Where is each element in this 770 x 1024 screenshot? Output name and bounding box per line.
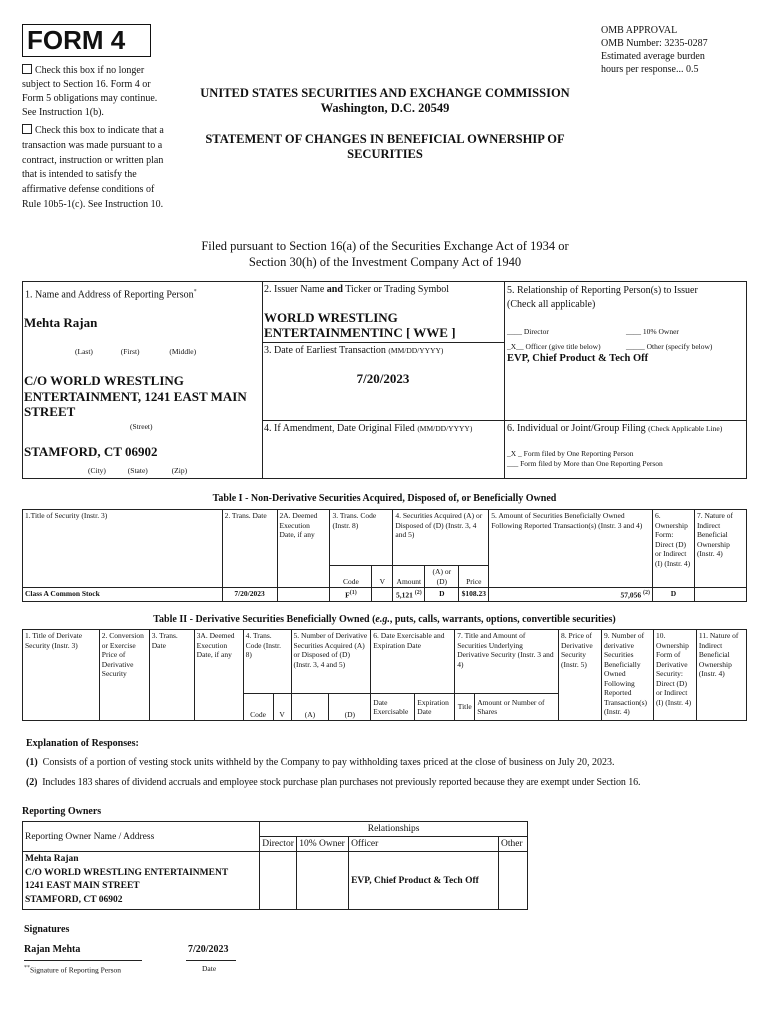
reporting-person-name: Mehta Rajan [24, 315, 98, 330]
cell-nature [694, 588, 746, 602]
form-title: FORM 4 [22, 24, 151, 57]
signature-date: 7/20/2023 [188, 944, 229, 955]
footnote-text: Includes 183 shares of dividend accruals and employee stock purchase plan purchases not previously reported because they are exempt under Section 16. [42, 777, 641, 788]
officer-option[interactable]: _X__ Officer (give title below) [507, 342, 601, 351]
date-label: Date [202, 964, 217, 973]
box2-label: 2. Issuer Name and Ticker or Trading Symbol [264, 284, 450, 295]
footnote-2 [26, 777, 756, 788]
sub-code: Code [330, 566, 372, 588]
city-value: STAMFORD, CT 06902 [24, 444, 158, 459]
box5-label: 5. Relationship of Reporting Person(s) to Issuer (Check all applicable) [507, 285, 698, 310]
table2-title: Table II - Derivative Securities Beneficially Owned (e.g., puts, calls, warrants, options, convertible securities) [153, 614, 616, 625]
signature-label: **Signature of Reporting Person [24, 965, 122, 975]
checkbox[interactable] [22, 64, 32, 74]
cell-officer: EVP, Chief Product & Tech Off [349, 852, 499, 910]
cell-code: F$^{(1)}$ [330, 588, 372, 602]
footnote-link[interactable]: (2) [642, 590, 650, 596]
date-line [186, 960, 236, 961]
col-number-derivative: 5. Number of Derivative Securities Acquired (A) or Disposed of (D) (Instr. 3, 4 and 5) [291, 630, 371, 694]
statement-line: STATEMENT OF CHANGES IN BENEFICIAL OWNERSHIP OF [205, 132, 565, 146]
signature-line [24, 960, 142, 961]
box3-label: 3. Date of Earliest Transaction (MM/DD/YYYY) [264, 345, 444, 356]
check-10b5-text: Check this box to indicate that a transaction was made pursuant to a contract, instruction or written plan that is intended to satisfy the affirmative defense conditions of Rule 10b5-1(c). See Instruction 10. [22, 125, 164, 210]
cell-amount: 5,121 $^{(2)}$ [393, 588, 425, 602]
city-state-zip-labels [88, 466, 258, 476]
col-ownership-form: 10. Ownership Form of Derivative Security: Direct (D) or Indirect (I) (Instr. 4) [653, 630, 696, 721]
cell-v [372, 588, 393, 602]
state-label: (State) [127, 466, 148, 475]
cell-a-or-d: D [425, 588, 459, 602]
omb-line: OMB Number: 3235-0287 [601, 38, 708, 49]
col-relationships: Relationships [260, 822, 528, 837]
col-director: Director [260, 837, 297, 852]
cell-form: D [652, 588, 694, 602]
issuer-line: WORLD WRESTLING [264, 310, 398, 325]
reporting-owners-table [22, 821, 528, 910]
omb-approval [601, 24, 761, 76]
street-value: C/O WORLD WRESTLING ENTERTAINMENT, 1241 EAST MAIN STREET [24, 373, 247, 419]
issuer-line: ENTERTAINMENTINC [ WWE ] [264, 325, 456, 340]
zip-label: (Zip) [171, 466, 188, 475]
statement-title [180, 132, 590, 162]
sub-d: (D) [329, 694, 371, 721]
cell-title: Class A Common Stock [23, 588, 223, 602]
col-trans-code: 3. Trans. Code (Instr. 8) [330, 510, 393, 566]
col-deemed-date: 3A. Deemed Execution Date, if any [194, 630, 243, 721]
table-row [23, 588, 747, 602]
statement-line: SECURITIES [347, 147, 423, 161]
col-deriv-title: 1. Title of Derivate Security (Instr. 3) [23, 630, 100, 721]
footnote-number: (1) [26, 757, 38, 768]
footnote-number: (2) [26, 777, 38, 788]
sub-code: Code [243, 694, 273, 721]
multiple-persons-option[interactable]: ___ Form filed by More than One Reporting Person [507, 459, 663, 468]
first-label: (First) [120, 347, 140, 356]
cell-ten-pct [297, 852, 349, 910]
check-box-10b5[interactable] [22, 124, 172, 213]
omb-line: hours per response... 0.5 [601, 64, 699, 75]
footnote-mark: ** [24, 965, 30, 971]
street-label: (Street) [130, 422, 153, 431]
sub-a: (A) [291, 694, 329, 721]
agency-name [180, 86, 590, 116]
footnote-mark: * [193, 289, 197, 295]
check-section16-text: Check this box if no longer subject to Section 16. Form 4 or Form 5 obligations may continue. See Instruction 1(b). [22, 65, 158, 118]
reporting-owners-heading: Reporting Owners [22, 806, 102, 817]
box4-label: 4. If Amendment, Date Original Filed (MM/DD/YYYY) [264, 423, 473, 434]
one-person-option[interactable]: _X _ Form filed by One Reporting Person [507, 449, 634, 458]
col-conversion-price: 2. Conversion or Exercise Price of Derivative Security [99, 630, 149, 721]
sub-expiration-date: Expiration Date [415, 694, 455, 721]
col-officer: Officer [349, 837, 499, 852]
col-underlying: 7. Title and Amount of Securities Underlying Derivative Security (Instr. 3 and 4) [455, 630, 559, 694]
col-title-security: 1.Title of Security (Instr. 3) [23, 510, 223, 588]
footnote-link[interactable]: (2) [414, 590, 422, 596]
table1-title: Table I - Non-Derivative Securities Acquired, Disposed of, or Beneficially Owned [212, 493, 557, 504]
cell-price: $108.23 [459, 588, 489, 602]
name-part-labels [75, 347, 255, 357]
col-date-exercisable: 6. Date Exercisable and Expiration Date [371, 630, 455, 694]
table-row [23, 852, 528, 910]
sub-date-exercisable: Date Exercisable [371, 694, 415, 721]
officer-title: EVP, Chief Product & Tech Off [507, 353, 649, 364]
col-ten-pct: 10% Owner [297, 837, 349, 852]
col-nature-ownership: 7. Nature of Indirect Beneficial Ownership (Instr. 4) [694, 510, 746, 588]
filed-line: Filed pursuant to Section 16(a) of the Securities Exchange Act of 1934 or [201, 239, 569, 253]
sub-v: V [273, 694, 291, 721]
col-deemed-date: 2A. Deemed Execution Date, if any [277, 510, 330, 588]
col-trans-code: 4. Trans. Code (Instr. 8) [243, 630, 291, 694]
cell-date: 7/20/2023 [222, 588, 277, 602]
sub-amount: Amount [393, 566, 425, 588]
cell-deemed [277, 588, 330, 602]
sub-amount-shares: Amount or Number of Shares [475, 694, 559, 721]
omb-line: Estimated average burden [601, 51, 705, 62]
col-number-owned: 9. Number of derivative Securities Beneficially Owned Following Reported Transaction(s) (Instr. 4) [601, 630, 653, 721]
filed-line: Section 30(h) of the Investment Company Act of 1940 [248, 255, 522, 269]
ten-pct-owner-option[interactable]: ____ 10% Owner [626, 327, 679, 336]
col-other: Other [498, 837, 527, 852]
earliest-transaction-date: 7/20/2023 [356, 371, 410, 386]
col-deriv-price: 8. Price of Derivative Security (Instr. 5) [559, 630, 602, 721]
cell-other [498, 852, 527, 910]
agency-title: UNITED STATES SECURITIES AND EXCHANGE COMMISSION [200, 86, 570, 100]
derivative-table [22, 629, 747, 721]
sub-a-or-d: (A) or (D) [425, 566, 459, 588]
filed-pursuant [150, 238, 620, 270]
check-box-section16[interactable] [22, 64, 172, 120]
signature-name: Rajan Mehta [24, 944, 81, 955]
col-nature-ownership: 11. Nature of Indirect Beneficial Ownership (Instr. 4) [696, 630, 746, 721]
box6-label: 6. Individual or Joint/Group Filing (Check Applicable Line) [507, 423, 723, 434]
cell-owned: 57,056 $^{(2)}$ [489, 588, 653, 602]
footnote-1 [26, 757, 746, 768]
cell-director [260, 852, 297, 910]
non-derivative-table [22, 509, 747, 602]
col-amount-owned: 5. Amount of Securities Beneficially Owned Following Reported Transaction(s) (Instr. 3 and 4) [489, 510, 653, 588]
footnote-link[interactable]: (1) [349, 590, 357, 596]
other-option[interactable]: _____ Other (specify below) [626, 342, 713, 351]
col-owner-name: Reporting Owner Name / Address [23, 822, 260, 852]
last-label: (Last) [75, 347, 93, 356]
signatures-heading: Signatures [24, 924, 70, 935]
sub-title: Title [455, 694, 475, 721]
col-trans-date: 3. Trans. Date [149, 630, 194, 721]
explanation-heading: Explanation of Responses: [26, 738, 139, 749]
city-label: (City) [88, 466, 106, 475]
sub-v: V [372, 566, 393, 588]
footnote-text: Consists of a portion of vesting stock units withheld by the Company to pay withholding taxes priced at the close of business on July 20, 2023. [42, 757, 615, 768]
box1-label: 1. Name and Address of Reporting Person* [25, 289, 197, 301]
issuer-name [264, 310, 456, 340]
checkbox[interactable] [22, 124, 32, 134]
col-trans-date: 2. Trans. Date [222, 510, 277, 588]
col-securities-acquired: 4. Securities Acquired (A) or Disposed of (D) (Instr. 3, 4 and 5) [393, 510, 489, 566]
col-ownership-form: 6. Ownership Form: Direct (D) or Indirect (I) (Instr. 4) [652, 510, 694, 588]
omb-line: OMB APPROVAL [601, 25, 678, 36]
director-option[interactable]: ____ Director [507, 327, 549, 336]
owner-name-address: Mehta Rajan C/O WORLD WRESTLING ENTERTAINMENT 1241 EAST MAIN STREET STAMFORD, CT 06902 [23, 852, 260, 910]
sub-price: Price [459, 566, 489, 588]
agency-city: Washington, D.C. 20549 [320, 101, 450, 115]
middle-label: (Middle) [169, 347, 197, 356]
